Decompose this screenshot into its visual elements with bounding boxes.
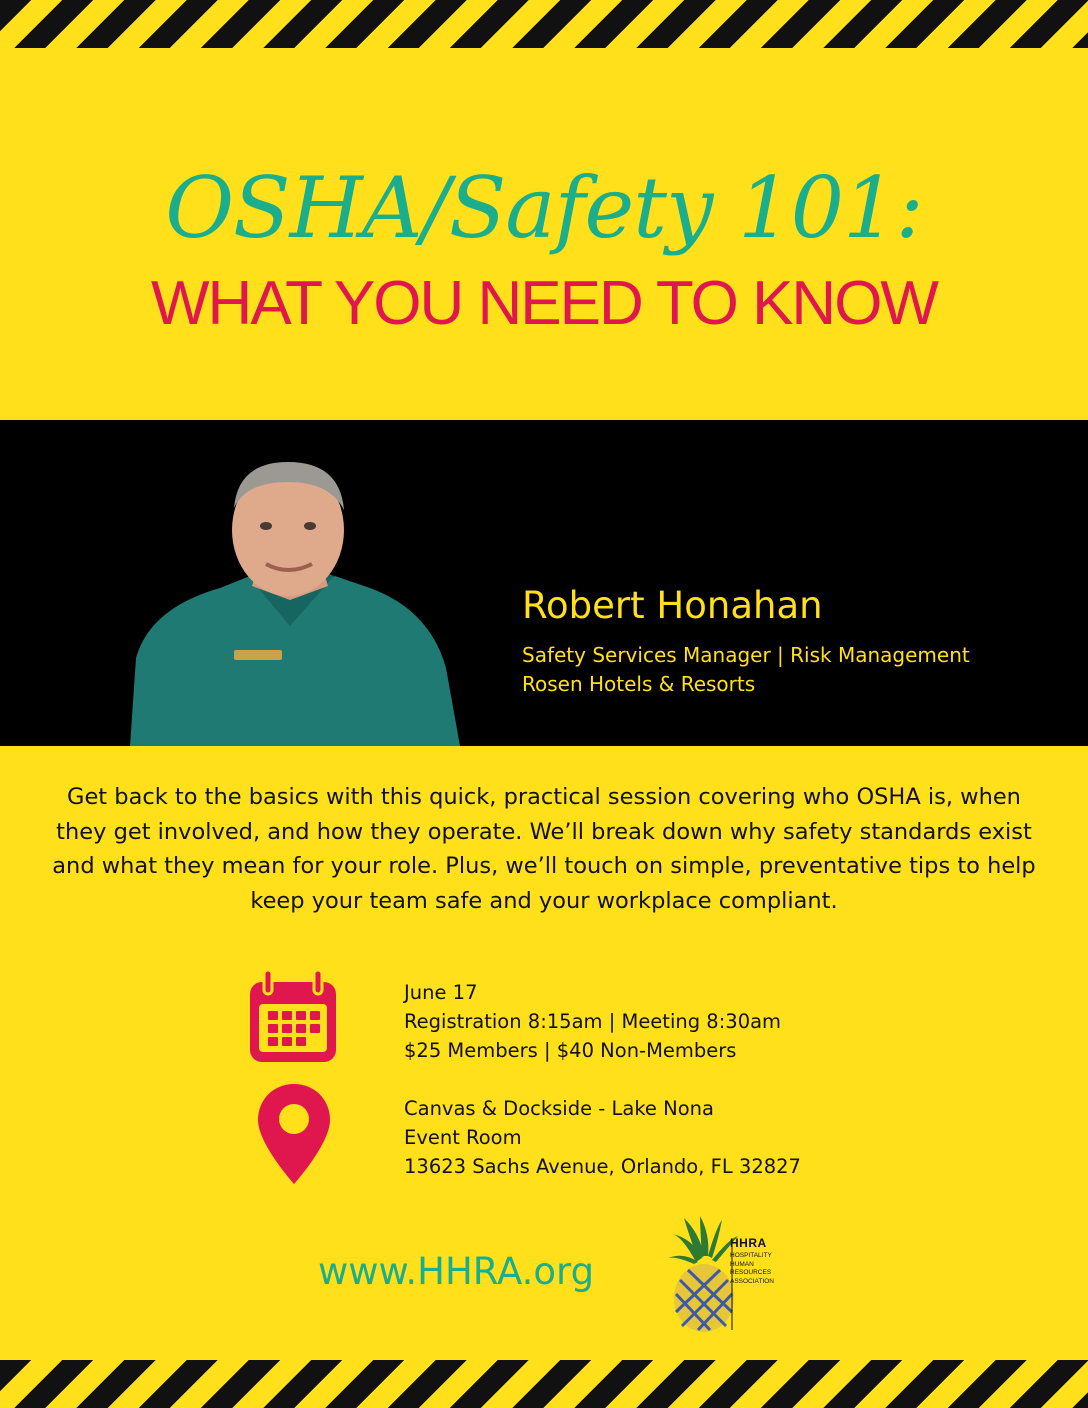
speaker-role: Safety Services Manager | Risk Management [522,643,970,667]
speaker-organization: Rosen Hotels & Resorts [522,672,756,696]
speaker-section [0,420,1088,746]
venue-name: Canvas & Dockside - Lake Nona [404,1097,714,1120]
calendar-icon [246,968,340,1066]
venue-room: Event Room [404,1126,522,1149]
venue-address: 13623 Sachs Avenue, Orlando, FL 32827 [404,1155,801,1178]
event-price: $25 Members | $40 Non-Members [404,1039,737,1062]
speaker-name: Robert Honahan [522,584,823,627]
hazard-stripes-top [0,0,1088,48]
hhra-logo-text: HHRA HOSPITALITY HUMAN RESOURCES ASSOCIATION [730,1236,774,1285]
event-times: Registration 8:15am | Meeting 8:30am [404,1010,782,1033]
venue-details [404,1094,801,1181]
event-date: June 17 [404,981,478,1004]
website-link[interactable]: www.HHRA.org [318,1250,595,1293]
event-description: Get back to the basics with this quick, practical session covering who OSHA is, when they get involved, and how they operate. We’ll break down why safety standards exist and what they mean for your role. Plus, we’ll touch on simple, preventative tips to help keep your team safe and your workplace compliant. [52,784,1036,914]
hazard-stripes-bottom [0,1360,1088,1408]
event-subtitle: WHAT YOU NEED TO KNOW [151,269,937,338]
location-pin-icon [256,1082,332,1186]
event-details [404,978,781,1065]
event-title: OSHA/Safety 101: [165,159,923,257]
speaker-photo [130,448,460,746]
